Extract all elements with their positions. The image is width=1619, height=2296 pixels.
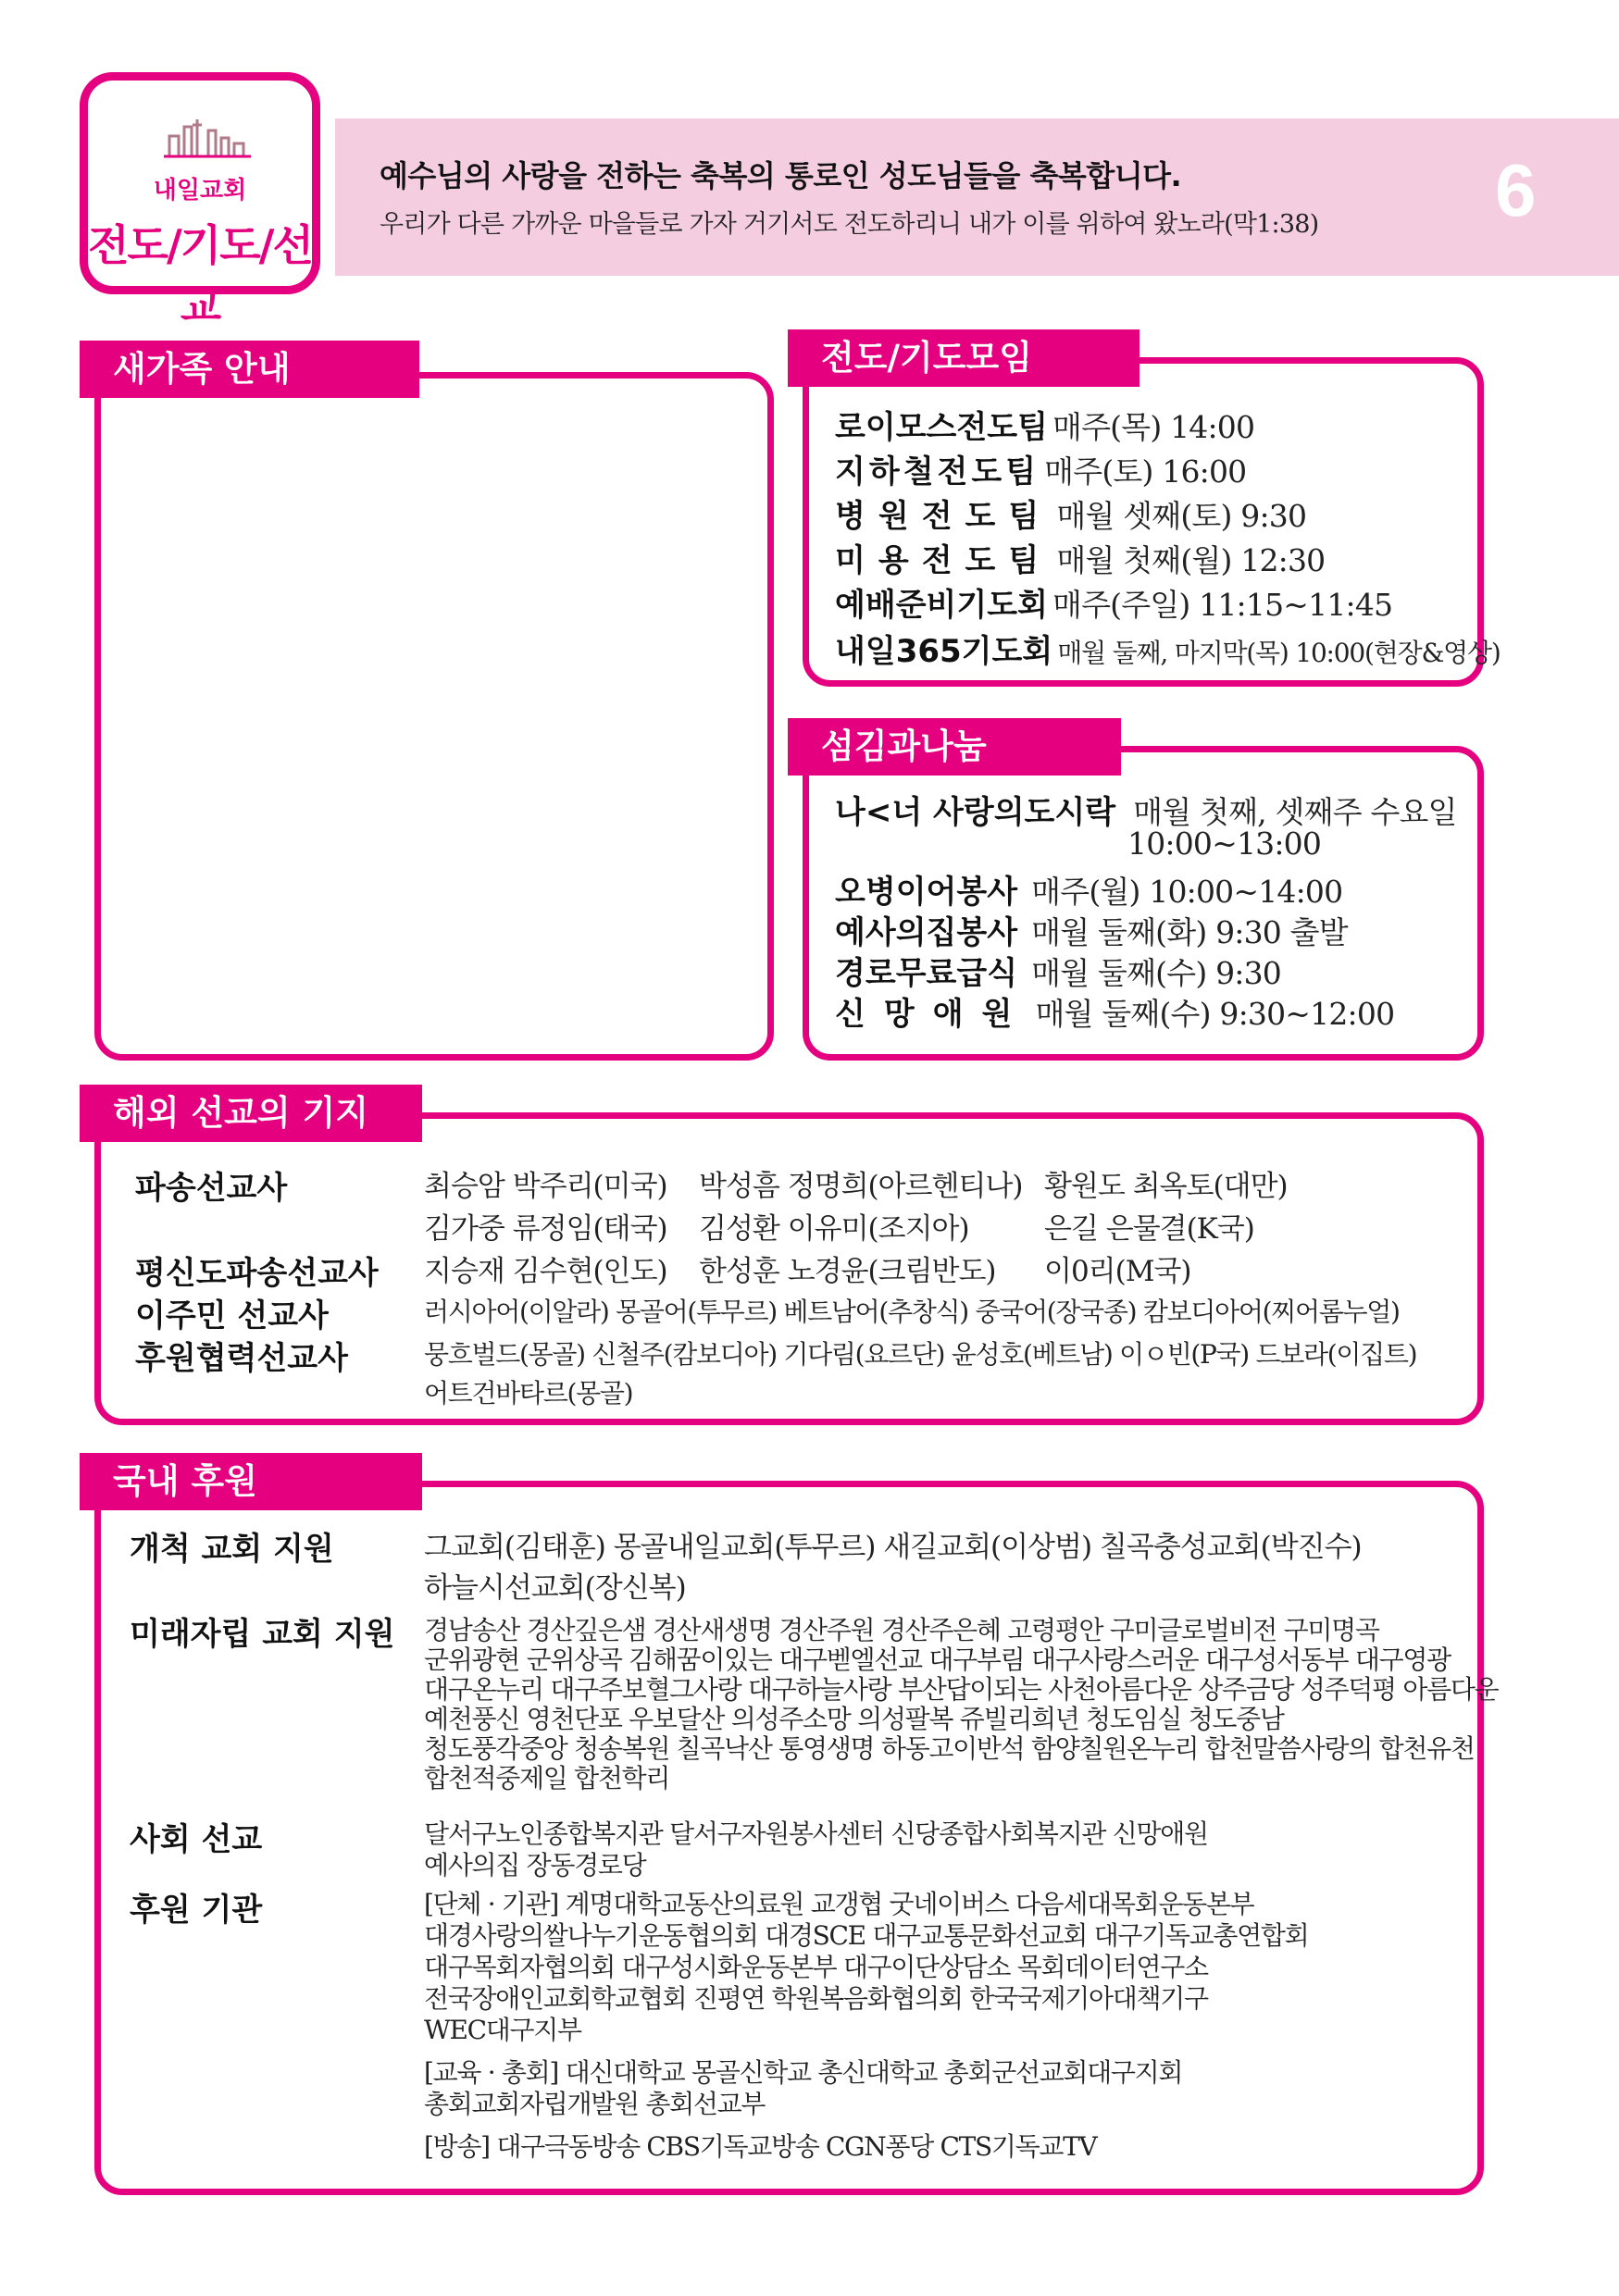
header-band [335,118,1619,276]
service-item-value: 매월 첫째, 셋째주 수요일 [1133,794,1457,830]
social-mission-line: 달서구노인종합복지관 달서구자원봉사센터 신당종합사회복지관 신망애원 [424,1818,1208,1849]
social-mission-label: 사회 선교 [130,1821,263,1858]
service-tab: 섬김과나눔 [788,718,1121,776]
overseas-label: 후원협력선교사 [135,1340,348,1377]
church-planting-label: 개척 교회 지원 [130,1531,334,1568]
page-number: 6 [1495,149,1537,231]
future-church-line: 합천적중제일 합천학리 [424,1763,670,1793]
new-family-tab: 새가족 안내 [80,341,419,398]
evangelism-item-label: 미용전도팀 [835,542,1052,579]
evangelism-item-value: 매월 첫째(월) 12:30 [1056,542,1326,578]
service-item-value: 10:00~13:00 [1127,825,1322,862]
missionary-entry: 김성환 이유미(조지아) [699,1212,969,1246]
service-item-label: 예사의집봉사 [835,914,1018,951]
service-item-label: 경로무료급식 [835,955,1018,992]
evangelism-item [835,626,1501,671]
evangelism-item [835,535,1325,580]
evangelism-tab: 전도/기도모임 [788,329,1140,387]
support-org-line: 대경사랑의쌀나누기운동협의회 대경SCE 대구교통문화선교회 대구기독교총연합회 [424,1920,1309,1951]
evangelism-item-label: 예배준비기도회 [835,587,1048,624]
evangelism-item-value: 매주(토) 16:00 [1044,453,1247,490]
missionary-entry: 한성훈 노경윤(크림반도) [699,1255,996,1288]
service-item-value-line2 [1127,825,1321,862]
header-verse: 우리가 다른 가까운 마을들로 가자 거기서도 전도하리니 내가 이를 위하여 왔노라(막1:38) [380,210,1319,239]
evangelism-item [835,579,1392,625]
church-logo-box [80,72,320,331]
domestic-tab: 국내 후원 [80,1453,422,1510]
evangelism-item-label: 내일365기도회 [835,633,1053,670]
missionary-entry: 지승재 김수현(인도) [424,1255,667,1288]
future-church-line: 예천풍신 영천단포 우보달산 의성주소망 의성팔복 쥬빌리희년 청도임실 청도중남 [424,1704,1284,1734]
evangelism-item-value: 매월 셋째(토) 9:30 [1056,498,1307,534]
overseas-label: 평신도파송선교사 [135,1255,379,1292]
future-church-label: 미래자립 교회 지원 [130,1616,395,1653]
future-church-line: 군위광현 군위상곡 김해꿈이있는 대구벧엘선교 대구부림 대구사랑스러운 대구성서동부 대구영광 [424,1644,1451,1675]
future-church-line: 청도풍각중앙 청송복원 칠곡낙산 통영생명 하동고이반석 함양칠원온누리 합천말씀사랑의 합천유천 [424,1733,1475,1764]
service-item-value: 매월 둘째(화) 9:30 출발 [1031,914,1348,950]
service-item [835,907,1348,952]
service-item [835,988,1394,1034]
future-church-line: 대구온누리 대구주보혈그사랑 대구하늘사랑 부산답이되는 사천아름다운 상주금당 성주덕평 아름다운 [424,1674,1499,1705]
support-org-line: WEC대구지부 [424,2015,581,2045]
church-planting-line: 그교회(김태훈) 몽골내일교회(투무르) 새길교회(이상범) 칠곡충성교회(박진수) [424,1531,1362,1564]
future-church-line: 경남송산 경산깊은샘 경산새생명 경산주원 경산주은혜 고령평안 구미글로벌비전 구미명곡 [424,1615,1379,1645]
missionary-entry: 은길 은물결(K국) [1044,1212,1254,1246]
missionary-entry: 황원도 최옥토(대만) [1044,1170,1288,1203]
overseas-label: 이주민 선교사 [135,1297,329,1334]
church-building-icon [162,114,255,160]
overseas-tab: 해외 선교의 기지 [80,1085,422,1142]
overseas-label: 파송선교사 [135,1170,288,1207]
missionary-entry: 최승암 박주리(미국) [424,1170,667,1203]
service-item [835,866,1342,912]
church-planting-line: 하늘시선교회(장신복) [424,1571,686,1605]
evangelism-item [835,490,1306,536]
evangelism-item-label: 병원전도팀 [835,498,1052,535]
header-title: 예수님의 사랑을 전하는 축복의 통로인 성도님들을 축복합니다. [380,158,1182,193]
missionary-list: 어트건바타르(몽골) [424,1378,633,1409]
evangelism-item-value: 매월 둘째, 마지막(목) 10:00(현장&영상) [1057,638,1501,668]
evangelism-item [835,446,1246,491]
missionary-entry: 박성흠 정명희(아르헨티나) [699,1170,1023,1203]
social-mission-line: 예사의집 장동경로당 [424,1850,646,1880]
broadcast-line: [방송] 대구극동방송 CBS기독교방송 CGN퐁당 CTS기독교TV [424,2131,1097,2162]
missionary-list: 뭉흐벌드(몽골) 신철주(캄보디아) 기다림(요르단) 윤성호(베트남) 이ㅇ빈(P국) 드보라(이집트) [424,1339,1417,1370]
new-family-frame [94,372,774,1061]
service-item-value: 매월 둘째(수) 9:30 [1031,955,1281,991]
support-org-line: 전국장애인교회학교협회 진평연 학원복음화협의회 한국국제기아대책기구 [424,1983,1208,2014]
evangelism-item-value: 매주(목) 14:00 [1052,409,1255,445]
evangelism-item [835,402,1254,447]
service-item-value: 매주(월) 10:00~14:00 [1031,874,1343,910]
service-item-value: 매월 둘째(수) 9:30~12:00 [1035,996,1395,1032]
education-line: 총회교회자립개발원 총회선교부 [424,2089,766,2119]
missionary-entry: 이0리(M국) [1044,1255,1191,1288]
evangelism-item-value: 매주(주일) 11:15~11:45 [1052,587,1393,623]
evangelism-item-label: 지하철전도팀 [835,453,1040,490]
support-org-label: 후원 기관 [130,1892,263,1929]
evangelism-item-label: 로이모스전도팀 [835,409,1048,446]
service-item-label: 오병이어봉사 [835,874,1018,911]
missionary-entry: 김가중 류정임(태국) [424,1212,667,1246]
service-item-label: 신망애원 [835,996,1031,1033]
page-category-title: 전도/기도/선교 [88,220,312,331]
support-org-line: [단체 · 기관] 계명대학교동산의료원 교갱협 굿네이버스 다음세대목회운동본부 [424,1889,1254,1919]
support-org-line: 대구목회자협의회 대구성시화운동본부 대구이단상담소 목회데이터연구소 [424,1952,1208,1982]
service-item [835,948,1281,993]
church-name: 내일교회 [153,177,247,205]
missionary-list: 러시아어(이알라) 몽골어(투무르) 베트남어(추창식) 중국어(장국종) 캄보디아어(찌어롬누얼) [424,1297,1400,1327]
education-line: [교육 · 총회] 대신대학교 몽골신학교 총신대학교 총회군선교회대구지회 [424,2057,1183,2088]
service-item-label: 나<너 사랑의도시락 [835,794,1116,831]
